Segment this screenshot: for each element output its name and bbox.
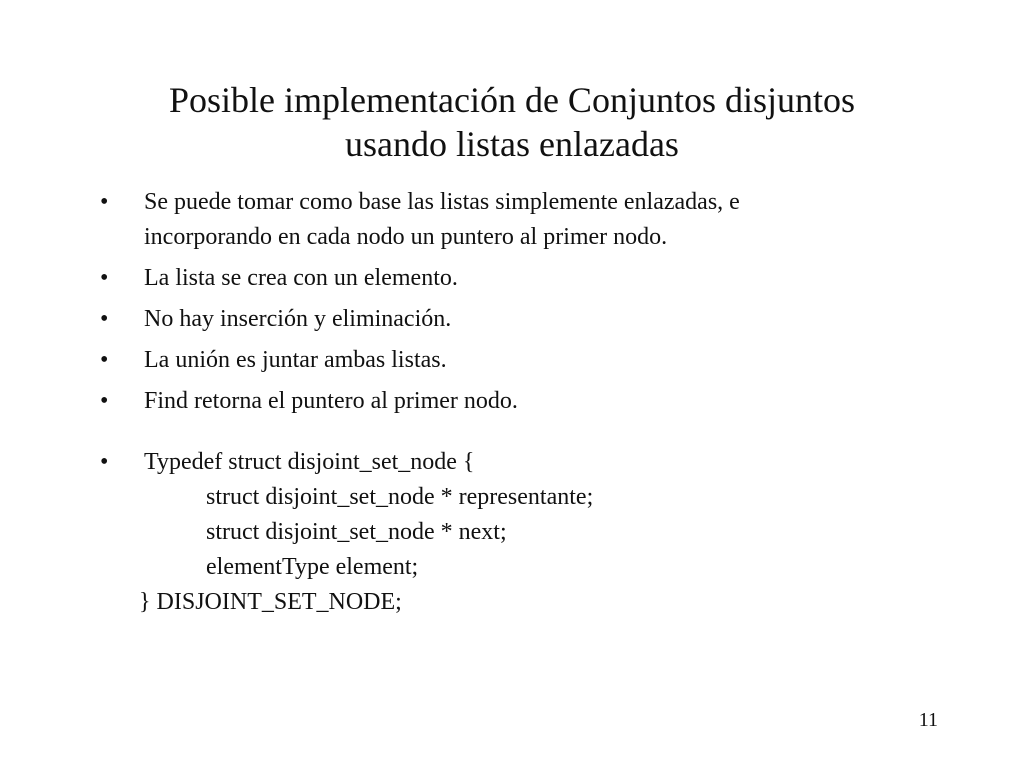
bullet-item-1	[100, 185, 920, 255]
bullet-list	[100, 185, 920, 626]
bullet-marker: •	[100, 306, 109, 332]
code-line-member-1: struct disjoint_set_node * representante;	[206, 484, 594, 510]
page-number: 11	[918, 709, 938, 731]
code-line-closing: } DISJOINT_SET_NODE;	[139, 589, 402, 615]
slide-title-line-1: Posible implementación de Conjuntos disjuntos	[169, 80, 855, 120]
slide-title-line-2: usando listas enlazadas	[345, 124, 679, 164]
code-line-typedef: Typedef struct disjoint_set_node {	[144, 449, 475, 475]
bullet-text: La lista se crea con un elemento.	[144, 265, 458, 291]
bullet-text: incorporando en cada nodo un puntero al primer nodo.	[144, 224, 668, 250]
code-line-member-2: struct disjoint_set_node * next;	[206, 519, 507, 545]
bullet-marker: •	[100, 347, 109, 373]
bullet-text: La unión es juntar ambas listas.	[144, 347, 447, 373]
bullet-marker: •	[100, 189, 109, 215]
bullet-item-4	[100, 343, 920, 378]
bullet-marker: •	[100, 449, 109, 475]
bullet-text: No hay inserción y eliminación.	[144, 306, 452, 332]
bullet-marker: •	[100, 265, 109, 291]
bullet-item-code	[100, 445, 920, 620]
slide-title	[60, 78, 964, 166]
bullet-marker: •	[100, 388, 109, 414]
bullet-text: Se puede tomar como base las listas simplemente enlazadas, e	[144, 189, 740, 215]
bullet-item-3	[100, 302, 920, 337]
bullet-item-5	[100, 384, 920, 419]
code-line-member-3: elementType element;	[206, 554, 419, 580]
bullet-item-2	[100, 261, 920, 296]
bullet-text: Find retorna el puntero al primer nodo.	[144, 388, 518, 414]
